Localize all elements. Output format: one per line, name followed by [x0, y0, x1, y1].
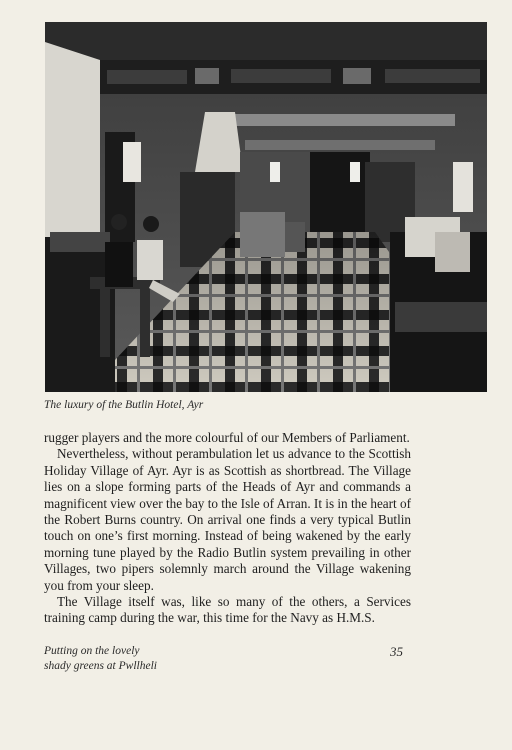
- body-paragraph: The Village itself was, like so many of the others, a Services training camp during the war, this time for the Navy as H.M.S.: [44, 594, 411, 626]
- body-text: [44, 430, 411, 627]
- footer-caption-line: Putting on the lovely: [44, 645, 140, 657]
- body-paragraph: Nevertheless, without perambulation let us advance to the Scottish Holiday Village of Ayr. Ayr is as Scottish as shortbread. The Village lies on a slope forming parts of the Heads of Ayr and commands a magnificent view over the bay to the Isle of Arran. It is in the heart of the Robert Burns country. On arrival one finds a very typical Butlin touch on one’s first morning. Instead of being wakened by the early morning tune played by the Radio Butlin system prevailing in other Villages, two pipers solemnly march around the Village wakening you from your sleep.: [44, 446, 411, 593]
- hotel-lounge-photo: [45, 22, 487, 392]
- body-paragraph: rugger players and the more colourful of our Members of Parliament.: [44, 430, 410, 445]
- page-number: 35: [390, 644, 403, 659]
- footer-photo-caption: [44, 644, 224, 674]
- photo-caption: The luxury of the Butlin Hotel, Ayr: [44, 399, 204, 411]
- footer-caption-line: shady greens at Pwllheli: [44, 660, 157, 672]
